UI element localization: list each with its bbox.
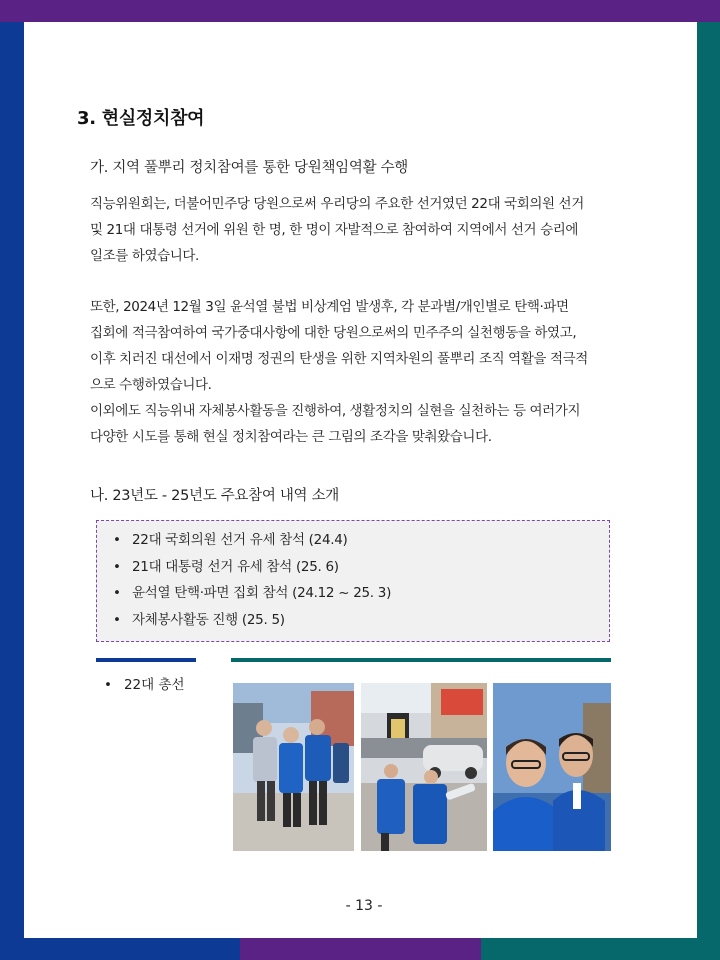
list-item-text: 22대 국회의원 선거 유세 참석 (24.4) [132,532,348,548]
photo-caption-text: 22대 총선 [123,677,185,693]
list-item [113,527,609,554]
paragraph-2 [90,294,638,450]
bottom-bar-purple [240,938,481,960]
sub-heading-b: 나. 23년도 - 25년도 주요참여 내역 소개 [90,488,339,504]
bullet-dot: • [113,611,121,628]
bottom-border-bar [0,938,720,960]
campaign-photo-2 [361,683,487,851]
list-item [113,580,609,607]
paragraph-2-line: 또한, 2024년 12월 3일 윤석열 불법 비상계엄 발생후, 각 분과별/개인별로 탄핵·파면 [90,299,569,315]
photo-caption [104,673,185,693]
bottom-bar-teal [481,938,720,960]
list-item-text: 윤석열 탄핵·파면 집회 참석 (24.12 ~ 25. 3) [132,585,392,601]
participation-list [97,521,609,633]
paragraph-1-line: 일조를 하였습니다. [90,248,199,264]
campaign-photo-3 [493,683,611,851]
bullet-dot: • [113,532,121,548]
list-item-text: 자체봉사활동 진행 (25. 5) [132,611,285,628]
section-title: 3. 현실정치참여 [77,108,205,129]
list-item-text: 21대 대통령 선거 유세 참석 (25. 6) [132,558,339,575]
paragraph-1-line: 직능위원회는, 더불어민주당 당원으로써 우리당의 주요한 선거였던 22대 국회의원 선거 [90,196,584,212]
bullet-dot: • [104,677,112,693]
paragraph-2-line: 집회에 적극참여하여 국가중대사항에 대한 당원으로써의 민주주의 실천행동을 하였고, [90,325,577,341]
bottom-bar-blue [0,938,240,960]
list-item [113,554,609,581]
paragraph-2-line: 으로 수행하였습니다. [90,377,212,393]
right-border-bar [697,22,720,938]
bullet-dot: • [113,585,121,601]
paragraph-1-line: 및 21대 대통령 선거에 위원 한 명, 한 명이 자발적으로 참여하여 지역에서 선거 승리에 [90,222,579,238]
top-border-bar [0,0,720,22]
divider-teal [231,658,611,662]
paragraph-2-line: 이외에도 직능위내 자체봉사활동을 진행하여, 생활정치의 실현을 실천하는 등 여러가지 [90,403,581,419]
divider-blue [96,658,196,662]
campaign-photo-1 [233,683,354,851]
sub-heading-a: 가. 지역 풀뿌리 정치참여를 통한 당원책임역활 수행 [90,160,409,176]
bullet-dot: • [113,558,121,575]
left-border-bar [0,22,24,938]
paragraph-1 [90,191,638,269]
page-number: - 13 - [345,898,383,914]
paragraph-2-line: 이후 치러진 대선에서 이재명 정권의 탄생을 위한 지역차원의 풀뿌리 조직 역활을 적극적 [90,351,588,367]
participation-summary-box [96,520,610,642]
paragraph-2-line: 다양한 시도를 통해 현실 정치참여라는 큰 그림의 조각을 맞춰왔습니다. [90,429,492,445]
list-item [113,607,609,634]
